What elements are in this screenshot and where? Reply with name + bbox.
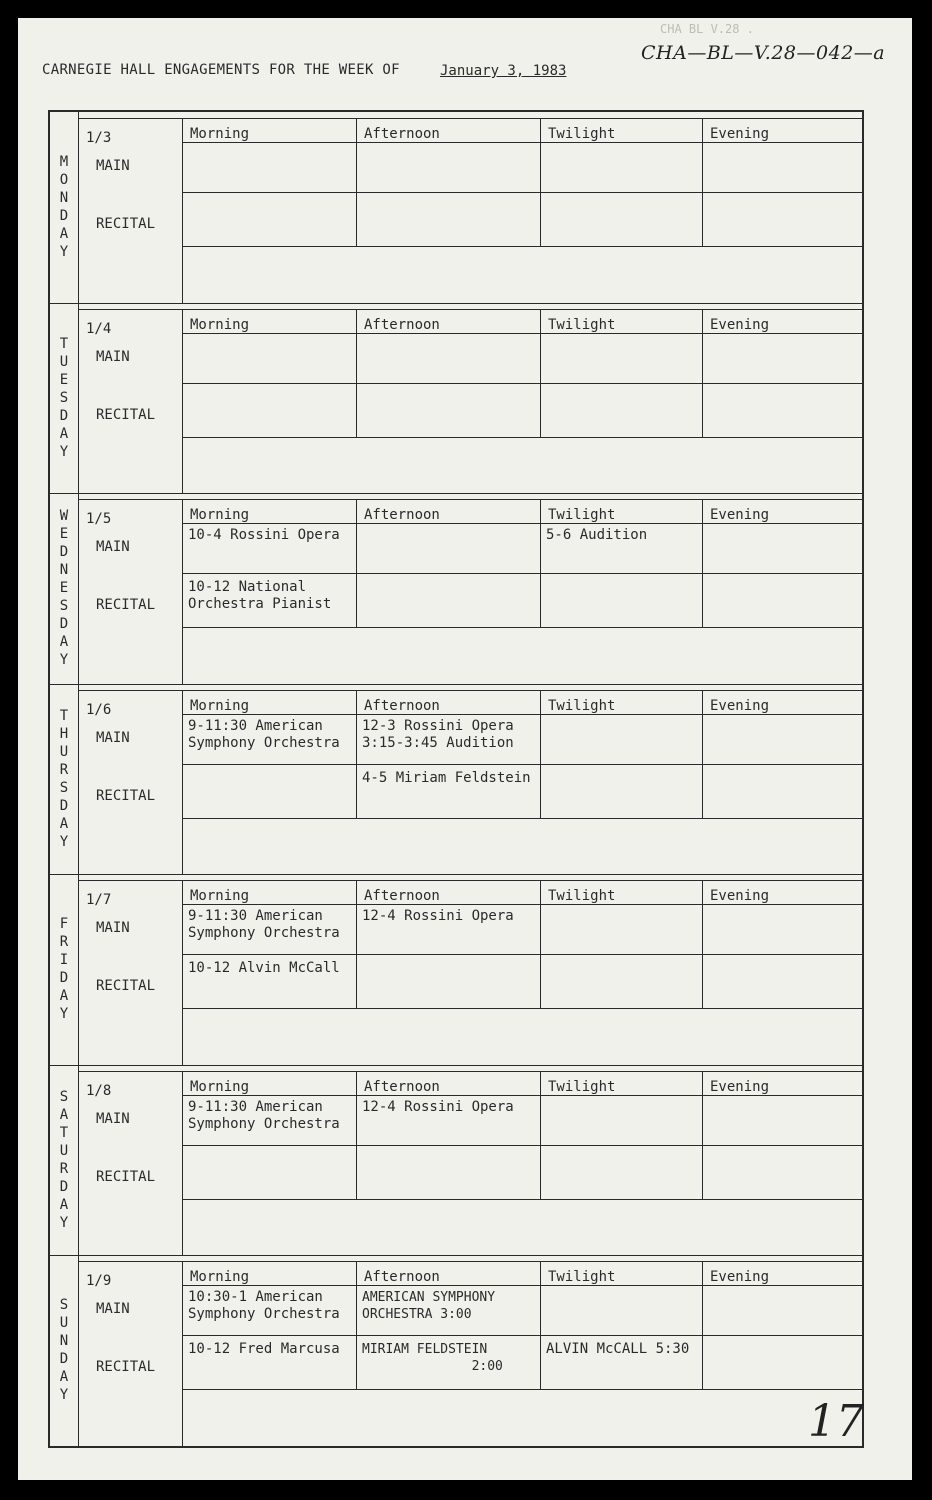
column-header-morning: Morning — [190, 1269, 250, 1285]
column-header-morning: Morning — [190, 1078, 250, 1095]
day-name — [50, 1065, 79, 1256]
column-header-twilight: Twilight — [548, 888, 616, 904]
page-number: 17 — [808, 1396, 864, 1447]
row-label-main: MAIN — [96, 158, 130, 174]
row-label-recital: RECITAL — [96, 1359, 156, 1375]
row-label-main: MAIN — [96, 348, 130, 365]
grid-line — [50, 303, 862, 304]
grid-line — [356, 1261, 357, 1389]
column-header-morning: Morning — [190, 507, 250, 523]
grid-line — [182, 1261, 183, 1446]
grid-line — [78, 309, 862, 310]
cell-main-morning: 10-4 Rossini Opera — [188, 527, 340, 543]
column-header-evening: Evening — [710, 697, 770, 714]
cell-main-morning: 10:30-1 American Symphony Orchestra — [188, 1289, 340, 1322]
grid-line — [356, 118, 357, 246]
column-header-afternoon: Afternoon — [364, 316, 440, 333]
column-header-afternoon: Afternoon — [364, 697, 440, 714]
day-name-text: T U E S D A Y — [59, 335, 69, 460]
grid-line — [182, 309, 183, 494]
grid-line — [702, 118, 703, 246]
cell-recital-morning: 10-12 National Orchestra Pianist — [188, 579, 332, 612]
day-date: 1/5 — [86, 511, 112, 527]
column-header-afternoon: Afternoon — [364, 126, 440, 142]
cell-main-afternoon: AMERICAN SYMPHONY ORCHESTRA 3:00 — [362, 1290, 496, 1322]
reference-code: CHA—BL—V.28—042—a — [641, 42, 886, 64]
grid-line — [182, 690, 183, 875]
day-name — [50, 493, 79, 684]
grid-line — [182, 880, 183, 1065]
row-label-recital: RECITAL — [96, 1168, 156, 1185]
column-header-twilight: Twilight — [548, 1078, 616, 1095]
grid-line — [182, 1071, 183, 1256]
grid-line — [182, 192, 862, 193]
day-block-tuesday — [50, 303, 862, 494]
column-header-afternoon: Afternoon — [364, 1078, 440, 1095]
grid-line — [182, 437, 862, 438]
grid-line — [540, 690, 541, 818]
grid-line — [182, 1095, 862, 1096]
grid-line — [540, 1261, 541, 1389]
grid-line — [702, 309, 703, 437]
column-header-morning: Morning — [190, 888, 250, 904]
grid-line — [78, 118, 862, 119]
cell-main-twilight: 5-6 Audition — [546, 527, 648, 543]
day-name — [50, 1255, 79, 1446]
cell-recital-morning: 10-12 Alvin McCall — [188, 960, 340, 976]
grid-line — [182, 523, 862, 524]
row-label-recital: RECITAL — [96, 787, 156, 804]
grid-line — [182, 1145, 862, 1146]
cell-main-afternoon: 12-4 Rossini Opera — [362, 1098, 514, 1115]
column-header-morning: Morning — [190, 697, 250, 714]
grid-line — [182, 573, 862, 574]
column-header-morning: Morning — [190, 126, 250, 142]
grid-line — [182, 142, 862, 143]
header-title: CARNEGIE HALL ENGAGEMENTS FOR THE WEEK OF — [42, 62, 400, 78]
grid-line — [182, 333, 862, 334]
day-name-text: S A T U R D A Y — [59, 1088, 69, 1231]
grid-line — [182, 764, 862, 765]
day-name — [50, 874, 79, 1065]
grid-line — [78, 1261, 862, 1262]
day-block-saturday — [50, 1065, 862, 1256]
grid-line — [540, 880, 541, 1008]
grid-line — [182, 1199, 862, 1200]
cell-main-morning: 9-11:30 American Symphony Orchestra — [188, 908, 340, 941]
column-header-twilight: Twilight — [548, 316, 616, 333]
schedule-table — [48, 110, 864, 1448]
cell-main-afternoon: 12-4 Rossini Opera — [362, 908, 514, 924]
row-label-main: MAIN — [96, 1110, 130, 1127]
grid-line — [182, 246, 862, 247]
column-header-evening: Evening — [710, 1269, 770, 1285]
day-name-text: F R I D A Y — [59, 916, 69, 1023]
day-date: 1/4 — [86, 320, 112, 337]
day-name-text: W E D N E S D A Y — [59, 508, 69, 669]
cell-main-afternoon: 12-3 Rossini Opera 3:15-3:45 Audition — [362, 717, 514, 751]
row-label-main: MAIN — [96, 539, 130, 555]
day-date: 1/9 — [86, 1273, 112, 1289]
row-label-recital: RECITAL — [96, 978, 156, 994]
column-header-morning: Morning — [190, 316, 250, 333]
grid-line — [540, 1071, 541, 1199]
grid-line — [182, 499, 183, 684]
day-name — [50, 112, 79, 303]
column-header-evening: Evening — [710, 316, 770, 333]
column-header-afternoon: Afternoon — [364, 1269, 440, 1285]
day-date: 1/6 — [86, 701, 112, 718]
column-header-twilight: Twilight — [548, 697, 616, 714]
grid-line — [78, 690, 862, 691]
row-label-main: MAIN — [96, 729, 130, 746]
cell-recital-afternoon: MIRIAM FELDSTEIN 2:00 — [362, 1342, 503, 1374]
grid-line — [702, 1071, 703, 1199]
row-label-recital: RECITAL — [96, 597, 156, 613]
grid-line — [50, 874, 862, 875]
grid-line — [702, 880, 703, 1008]
day-date: 1/3 — [86, 130, 112, 146]
day-name-text: M O N D A Y — [59, 154, 69, 261]
day-block-monday — [50, 112, 862, 303]
column-header-twilight: Twilight — [548, 1269, 616, 1285]
grid-line — [702, 1261, 703, 1389]
row-label-recital: RECITAL — [96, 406, 156, 423]
grid-line — [702, 690, 703, 818]
grid-line — [78, 1071, 862, 1072]
column-header-afternoon: Afternoon — [364, 507, 440, 523]
grid-line — [50, 493, 862, 494]
grid-line — [50, 1065, 862, 1066]
day-block-wednesday — [50, 493, 862, 684]
grid-line — [182, 383, 862, 384]
grid-line — [356, 499, 357, 627]
grid-line — [540, 499, 541, 627]
day-block-sunday — [50, 1255, 862, 1446]
cell-recital-twilight: ALVIN McCALL 5:30 — [546, 1341, 690, 1357]
column-header-evening: Evening — [710, 888, 770, 904]
cell-recital-morning: 10-12 Fred Marcusa — [188, 1341, 340, 1357]
day-name — [50, 684, 79, 875]
grid-line — [182, 1389, 862, 1390]
grid-line — [182, 1335, 862, 1336]
grid-line — [540, 309, 541, 437]
day-block-thursday — [50, 684, 862, 875]
day-block-friday — [50, 874, 862, 1065]
grid-line — [356, 1071, 357, 1199]
column-header-evening: Evening — [710, 126, 770, 142]
grid-line — [50, 684, 862, 685]
grid-line — [78, 880, 862, 881]
grid-line — [182, 818, 862, 819]
week-date: January 3, 1983 — [440, 63, 567, 79]
column-header-twilight: Twilight — [548, 507, 616, 523]
grid-line — [182, 118, 183, 303]
row-label-main: MAIN — [96, 920, 130, 936]
row-label-recital: RECITAL — [96, 216, 156, 232]
grid-line — [182, 954, 862, 955]
grid-line — [702, 499, 703, 627]
grid-line — [356, 309, 357, 437]
grid-line — [78, 499, 862, 500]
grid-line — [540, 118, 541, 246]
grid-line — [182, 904, 862, 905]
cell-main-morning: 9-11:30 American Symphony Orchestra — [188, 717, 340, 751]
grid-line — [182, 1008, 862, 1009]
grid-line — [356, 880, 357, 1008]
grid-line — [182, 627, 862, 628]
column-header-twilight: Twilight — [548, 126, 616, 142]
column-header-evening: Evening — [710, 507, 770, 523]
column-header-afternoon: Afternoon — [364, 888, 440, 904]
grid-line — [50, 1255, 862, 1256]
day-name — [50, 303, 79, 494]
faint-ref-mark: CHA BL V.28 . — [660, 22, 754, 36]
grid-line — [182, 714, 862, 715]
day-date: 1/8 — [86, 1082, 112, 1099]
day-date: 1/7 — [86, 892, 112, 908]
cell-recital-afternoon: 4-5 Miriam Feldstein — [362, 769, 531, 786]
day-name-text: S U N D A Y — [59, 1297, 69, 1404]
day-name-text: T H U R S D A Y — [59, 707, 69, 850]
cell-main-morning: 9-11:30 American Symphony Orchestra — [188, 1098, 340, 1132]
row-label-main: MAIN — [96, 1301, 130, 1317]
grid-line — [182, 1285, 862, 1286]
grid-line — [356, 690, 357, 818]
column-header-evening: Evening — [710, 1078, 770, 1095]
